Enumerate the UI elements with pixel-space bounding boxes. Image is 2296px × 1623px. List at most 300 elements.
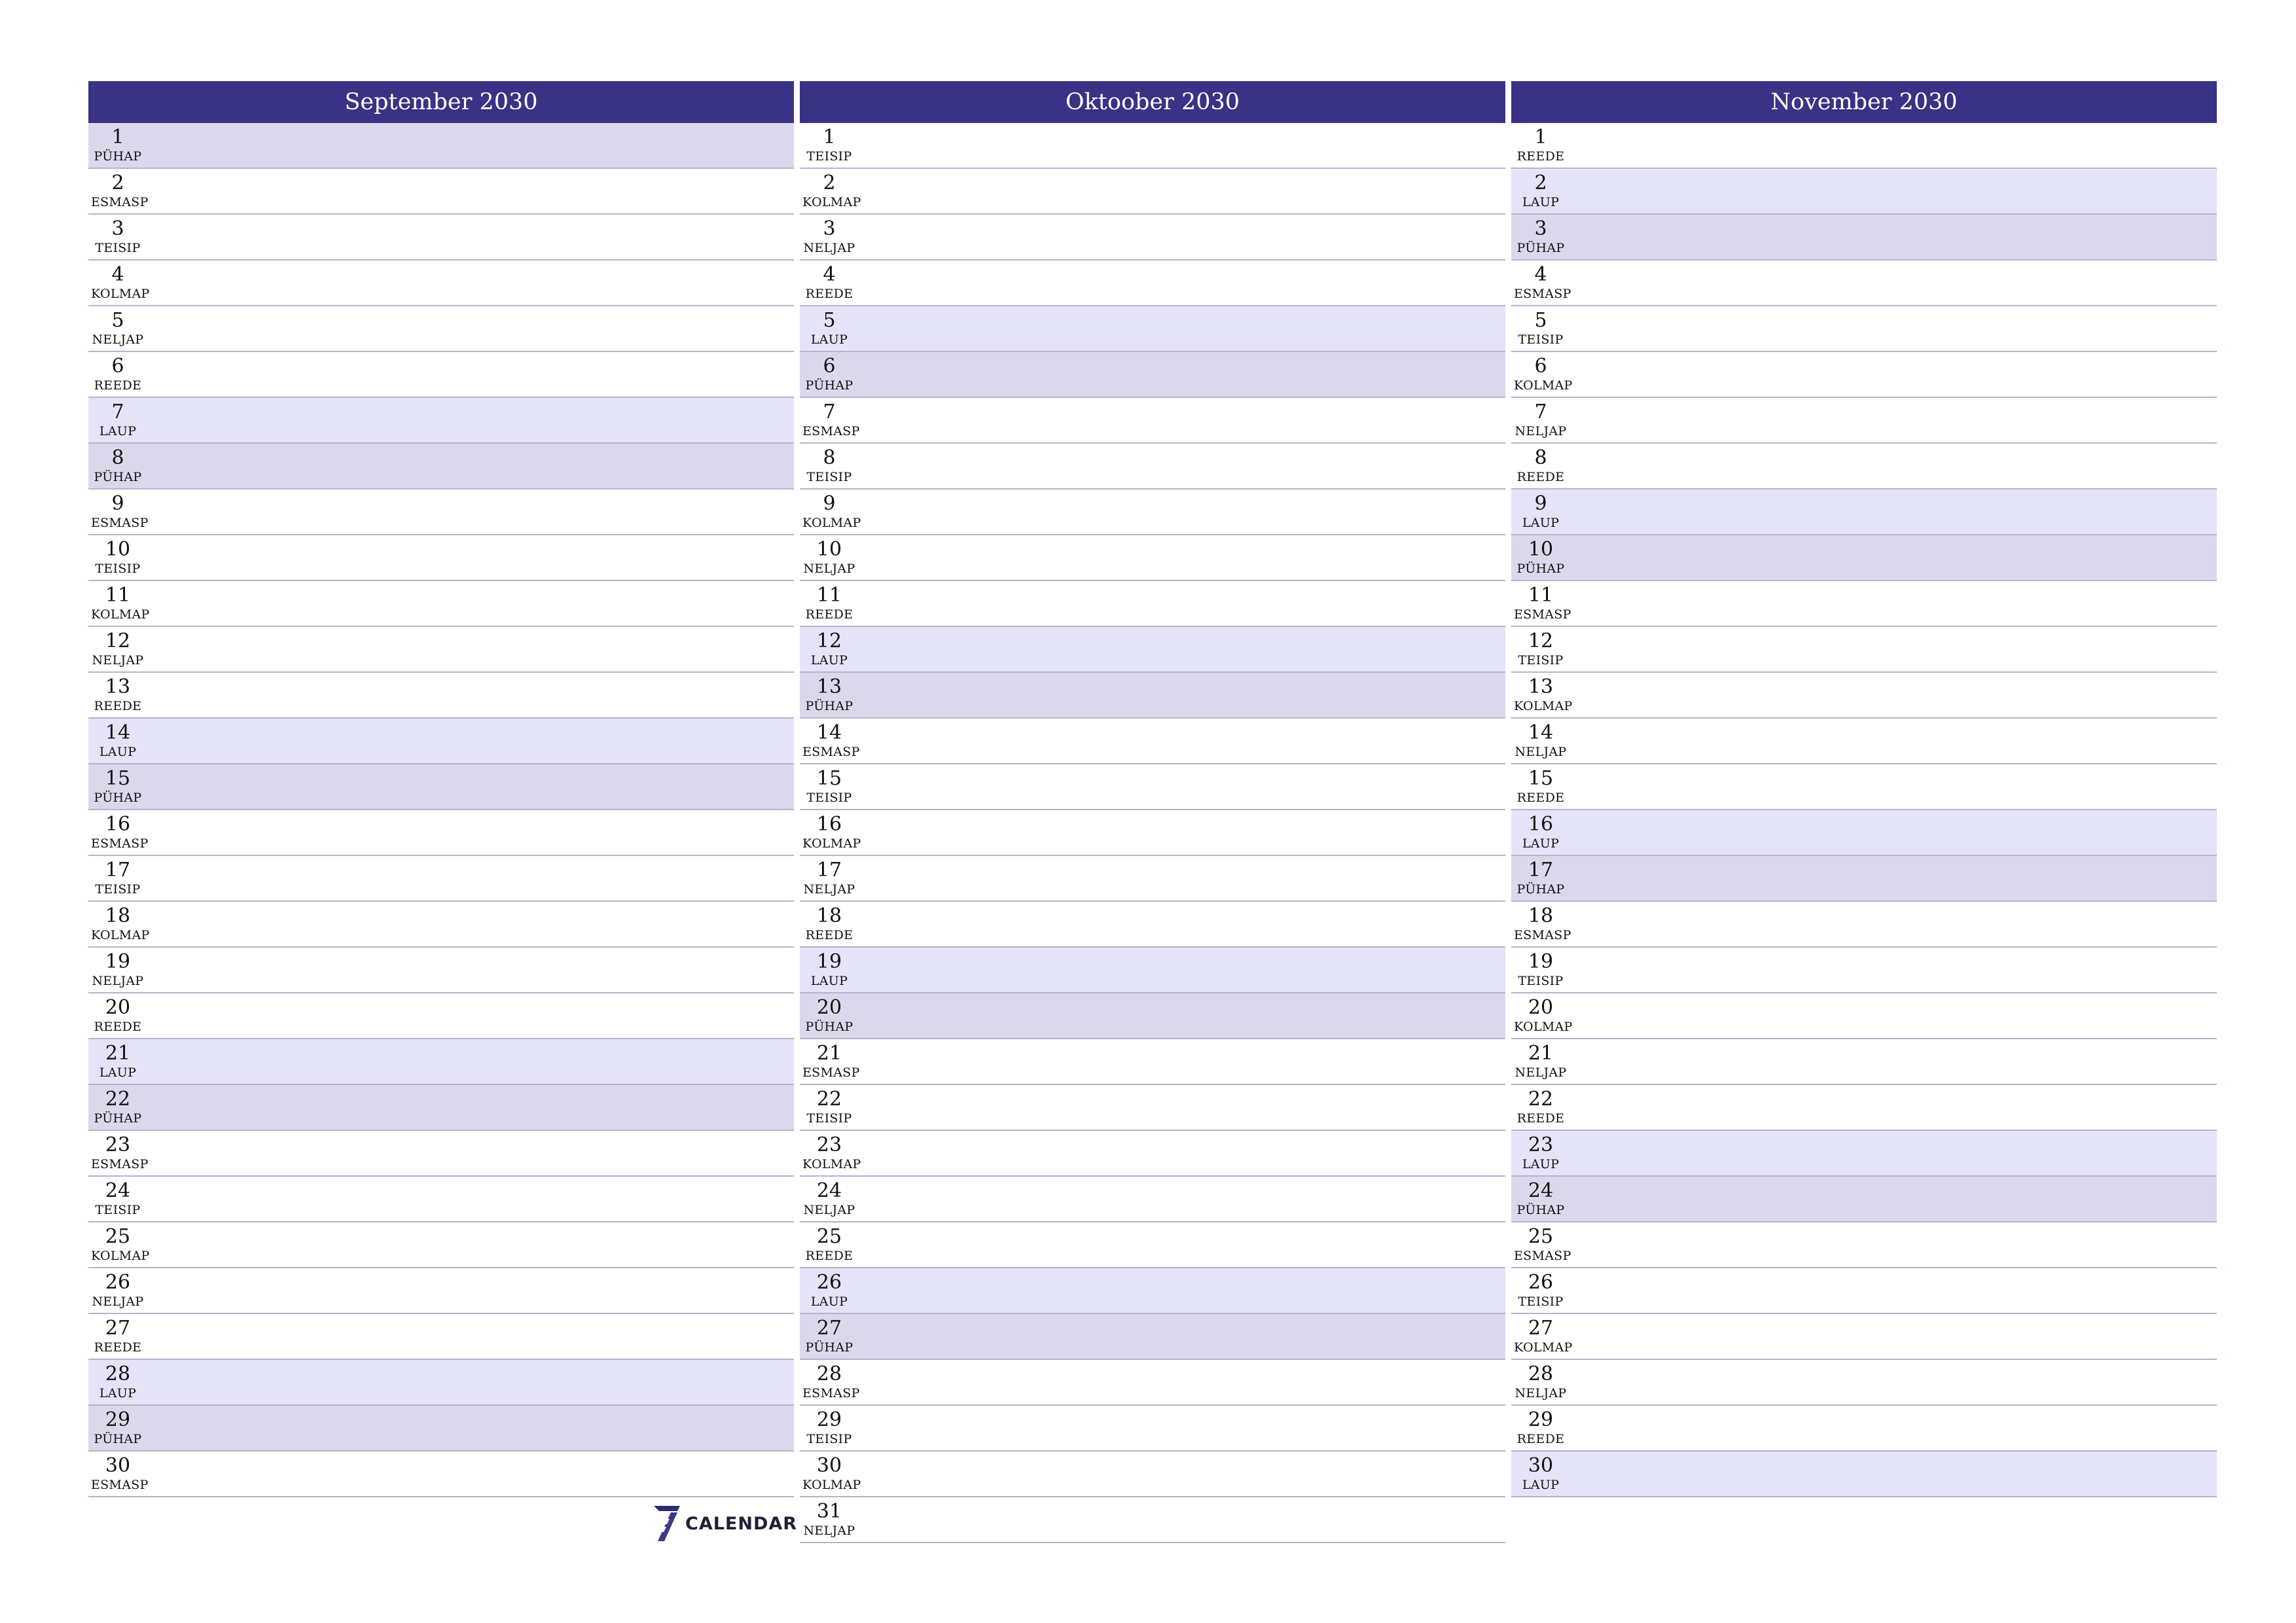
day-number: 14: [816, 721, 842, 744]
day-cell: [1514, 904, 1571, 942]
day-row: [88, 490, 794, 535]
weekday-label: ESMASP: [802, 1065, 860, 1080]
weekday-label: KOLMAP: [802, 516, 861, 530]
day-number: 14: [105, 721, 131, 744]
day-number: 26: [816, 1271, 842, 1294]
day-row: [88, 1268, 794, 1314]
day-cell: [91, 767, 145, 805]
day-number: 6: [111, 355, 124, 378]
day-cell: [1514, 675, 1573, 713]
day-row: [88, 764, 794, 810]
day-cell: [91, 355, 145, 393]
weekday-label: TEISIP: [95, 241, 141, 255]
weekday-label: PÜHAP: [94, 149, 142, 164]
weekday-label: PÜHAP: [805, 378, 853, 393]
day-row: [800, 1268, 1505, 1314]
weekday-label: ESMASP: [91, 516, 149, 530]
day-row: [800, 1406, 1505, 1452]
day-row: [800, 902, 1505, 948]
day-cell: [1514, 492, 1568, 530]
day-cell: [1514, 1133, 1568, 1171]
day-number: 3: [1534, 217, 1547, 240]
weekday-label: PÜHAP: [94, 1432, 142, 1446]
day-number: 21: [105, 1042, 131, 1065]
day-cell: [1514, 355, 1573, 393]
day-number: 1: [823, 126, 836, 149]
day-row: [88, 810, 794, 856]
day-number: 6: [823, 355, 836, 378]
day-cell: [91, 446, 145, 484]
day-number: 26: [105, 1271, 131, 1294]
day-number: 9: [823, 492, 836, 515]
day-row: [1511, 398, 2217, 444]
day-cell: [91, 1133, 149, 1171]
day-row: [88, 535, 794, 581]
day-number: 25: [816, 1225, 842, 1248]
day-cell: [91, 904, 150, 942]
weekday-label: NELJAP: [803, 562, 855, 576]
day-cell: [91, 675, 145, 713]
day-number: 28: [816, 1363, 842, 1385]
weekday-label: TEISIP: [806, 470, 852, 484]
weekday-label: NELJAP: [803, 1524, 855, 1538]
day-cell: [1514, 263, 1571, 301]
weekday-label: TEISIP: [806, 149, 852, 164]
weekday-label: NELJAP: [1515, 1065, 1567, 1080]
weekday-label: NELJAP: [1515, 424, 1567, 438]
weekday-label: LAUP: [99, 745, 137, 759]
month-title: September 2030: [88, 81, 794, 123]
day-number: 25: [105, 1225, 131, 1248]
day-cell: [1514, 813, 1568, 851]
day-number: 28: [1528, 1363, 1554, 1385]
day-cell: [91, 950, 145, 988]
weekday-label: NELJAP: [92, 1294, 144, 1309]
weekday-label: ESMASP: [91, 1157, 149, 1171]
weekday-label: PÜHAP: [805, 1020, 853, 1034]
day-row: [1511, 169, 2217, 215]
day-number: 25: [1528, 1225, 1554, 1248]
day-number: 5: [1534, 309, 1547, 332]
weekday-label: REEDE: [94, 378, 142, 393]
day-number: 7: [1534, 401, 1547, 423]
weekday-label: TEISIP: [1518, 1294, 1564, 1309]
weekday-label: PÜHAP: [1516, 562, 1565, 576]
day-cell: [802, 996, 856, 1034]
day-cell: [1514, 859, 1568, 897]
day-row: [88, 719, 794, 764]
day-cell: [91, 1454, 149, 1492]
day-number: 3: [823, 217, 836, 240]
day-list: [800, 123, 1505, 1543]
weekday-label: NELJAP: [1515, 1386, 1567, 1400]
day-number: 4: [1534, 263, 1547, 286]
day-row: [1511, 123, 2217, 169]
weekday-label: REEDE: [805, 1249, 853, 1263]
weekday-label: LAUP: [1522, 195, 1560, 209]
month-november: [1511, 81, 2217, 1497]
weekday-label: TEISIP: [806, 1432, 852, 1446]
day-cell: [91, 996, 145, 1034]
day-number: 18: [105, 904, 131, 927]
day-row: [88, 1085, 794, 1131]
day-cell: [802, 630, 856, 668]
month-october: [800, 81, 1505, 1543]
day-cell: [91, 1225, 150, 1263]
day-cell: [1514, 1408, 1568, 1446]
day-number: 19: [105, 950, 131, 973]
day-row: [88, 123, 794, 169]
day-number: 29: [1528, 1408, 1554, 1431]
day-cell: [1514, 630, 1568, 668]
day-cell: [802, 126, 856, 164]
day-row: [800, 352, 1505, 398]
weekday-label: TEISIP: [806, 791, 852, 805]
day-cell: [1514, 217, 1568, 255]
day-row: [88, 444, 794, 490]
weekday-label: ESMASP: [802, 424, 860, 438]
day-row: [1511, 1452, 2217, 1497]
weekday-label: NELJAP: [803, 882, 855, 897]
weekday-label: REEDE: [1516, 1432, 1565, 1446]
day-cell: [91, 538, 145, 576]
day-number: 21: [816, 1042, 842, 1065]
day-row: [88, 948, 794, 993]
weekday-label: NELJAP: [803, 241, 855, 255]
day-cell: [802, 1042, 860, 1080]
day-cell: [802, 217, 856, 255]
day-cell: [802, 401, 860, 438]
weekday-label: REEDE: [94, 699, 142, 713]
day-cell: [91, 1363, 145, 1400]
day-cell: [802, 721, 860, 759]
day-number: 16: [1528, 813, 1554, 836]
logo-text: CALENDAR: [685, 1513, 798, 1534]
day-number: 15: [1528, 767, 1554, 790]
weekday-label: ESMASP: [802, 1386, 860, 1400]
day-row: [88, 1406, 794, 1452]
day-number: 2: [823, 171, 836, 194]
weekday-label: TEISIP: [95, 882, 141, 897]
weekday-label: NELJAP: [1515, 745, 1567, 759]
day-number: 13: [105, 675, 131, 698]
day-number: 7: [111, 401, 124, 423]
weekday-label: LAUP: [1522, 836, 1560, 851]
weekday-label: KOLMAP: [91, 287, 150, 301]
day-number: 13: [1528, 675, 1554, 698]
day-number: 8: [111, 446, 124, 469]
weekday-label: KOLMAP: [1514, 1340, 1573, 1355]
day-number: 30: [1528, 1454, 1554, 1477]
day-row: [800, 444, 1505, 490]
calendar-logo: [651, 1504, 797, 1543]
day-number: 23: [1528, 1133, 1554, 1156]
day-row: [800, 1085, 1505, 1131]
day-cell: [91, 309, 145, 347]
day-number: 8: [823, 446, 836, 469]
day-cell: [91, 859, 145, 897]
day-cell: [802, 1225, 856, 1263]
weekday-label: LAUP: [99, 1065, 137, 1080]
day-cell: [91, 1088, 145, 1126]
weekday-label: LAUP: [810, 653, 848, 668]
weekday-label: REEDE: [805, 287, 853, 301]
day-cell: [1514, 1454, 1568, 1492]
weekday-label: PÜHAP: [805, 699, 853, 713]
day-row: [800, 1314, 1505, 1360]
weekday-label: ESMASP: [1514, 607, 1571, 622]
day-row: [800, 1497, 1505, 1543]
day-row: [800, 1452, 1505, 1497]
day-number: 22: [105, 1088, 131, 1111]
day-number: 10: [1528, 538, 1554, 561]
day-row: [1511, 1039, 2217, 1085]
day-number: 23: [816, 1133, 842, 1156]
day-cell: [802, 1454, 861, 1492]
day-row: [800, 810, 1505, 856]
day-number: 19: [816, 950, 842, 973]
day-row: [1511, 352, 2217, 398]
day-number: 14: [1528, 721, 1554, 744]
day-cell: [1514, 1042, 1568, 1080]
day-cell: [1514, 1088, 1568, 1126]
day-cell: [802, 355, 856, 393]
day-row: [1511, 444, 2217, 490]
day-row: [800, 535, 1505, 581]
weekday-label: TEISIP: [95, 562, 141, 576]
day-row: [800, 856, 1505, 902]
day-cell: [91, 492, 149, 530]
day-number: 10: [105, 538, 131, 561]
day-cell: [1514, 1179, 1568, 1217]
day-number: 12: [105, 630, 131, 652]
day-row: [88, 627, 794, 673]
day-number: 4: [111, 263, 124, 286]
day-row: [1511, 1268, 2217, 1314]
day-number: 16: [816, 813, 842, 836]
day-cell: [1514, 950, 1568, 988]
day-row: [1511, 993, 2217, 1039]
day-cell: [91, 1271, 145, 1309]
day-cell: [802, 446, 856, 484]
day-list: [88, 123, 794, 1497]
day-cell: [802, 1317, 856, 1355]
day-number: 15: [105, 767, 131, 790]
weekday-label: PÜHAP: [94, 1111, 142, 1126]
day-cell: [802, 904, 856, 942]
day-number: 20: [1528, 996, 1554, 1019]
day-cell: [91, 263, 150, 301]
day-number: 4: [823, 263, 836, 286]
weekday-label: KOLMAP: [91, 607, 150, 622]
day-cell: [802, 1088, 856, 1126]
day-number: 11: [1528, 584, 1554, 607]
day-row: [800, 1039, 1505, 1085]
day-cell: [91, 630, 145, 668]
weekday-label: TEISIP: [1518, 653, 1564, 668]
day-number: 22: [1528, 1088, 1554, 1111]
day-row: [1511, 856, 2217, 902]
day-row: [800, 215, 1505, 260]
weekday-label: LAUP: [1522, 516, 1560, 530]
day-number: 12: [1528, 630, 1554, 652]
day-row: [800, 398, 1505, 444]
weekday-label: KOLMAP: [1514, 1020, 1573, 1034]
day-cell: [802, 1271, 856, 1309]
weekday-label: PÜHAP: [1516, 1203, 1565, 1217]
day-cell: [91, 584, 150, 622]
weekday-label: PÜHAP: [805, 1340, 853, 1355]
weekday-label: TEISIP: [806, 1111, 852, 1126]
day-row: [1511, 902, 2217, 948]
weekday-label: REEDE: [1516, 149, 1565, 164]
day-row: [800, 260, 1505, 306]
day-row: [1511, 948, 2217, 993]
day-row: [800, 123, 1505, 169]
month-title: November 2030: [1511, 81, 2217, 123]
day-number: 21: [1528, 1042, 1554, 1065]
day-number: 8: [1534, 446, 1547, 469]
day-number: 17: [816, 859, 842, 882]
weekday-label: REEDE: [805, 607, 853, 622]
day-row: [800, 764, 1505, 810]
day-number: 24: [105, 1179, 131, 1202]
day-number: 24: [1528, 1179, 1554, 1202]
day-row: [1511, 1177, 2217, 1222]
weekday-label: ESMASP: [802, 745, 860, 759]
day-row: [88, 1360, 794, 1406]
weekday-label: NELJAP: [92, 653, 144, 668]
weekday-label: ESMASP: [1514, 1249, 1571, 1263]
day-row: [88, 1452, 794, 1497]
weekday-label: REEDE: [1516, 470, 1565, 484]
day-number: 27: [105, 1317, 131, 1340]
day-number: 11: [816, 584, 842, 607]
weekday-label: ESMASP: [91, 836, 149, 851]
day-cell: [91, 1317, 145, 1355]
day-cell: [1514, 1225, 1571, 1263]
day-cell: [802, 767, 856, 805]
day-cell: [802, 1179, 856, 1217]
day-cell: [1514, 1363, 1568, 1400]
day-number: 9: [1534, 492, 1547, 515]
weekday-label: PÜHAP: [94, 470, 142, 484]
day-row: [1511, 260, 2217, 306]
day-cell: [91, 813, 149, 851]
day-row: [1511, 1222, 2217, 1268]
weekday-label: KOLMAP: [1514, 699, 1573, 713]
weekday-label: KOLMAP: [91, 928, 150, 942]
weekday-label: LAUP: [1522, 1157, 1560, 1171]
day-number: 1: [1534, 126, 1547, 149]
day-cell: [91, 721, 145, 759]
weekday-label: NELJAP: [92, 974, 144, 988]
day-number: 19: [1528, 950, 1554, 973]
day-cell: [91, 126, 145, 164]
day-row: [800, 581, 1505, 627]
day-row: [88, 581, 794, 627]
weekday-label: ESMASP: [1514, 287, 1571, 301]
weekday-label: KOLMAP: [802, 836, 861, 851]
day-cell: [802, 859, 856, 897]
day-number: 24: [816, 1179, 842, 1202]
day-cell: [802, 950, 856, 988]
day-cell: [802, 538, 856, 576]
day-number: 22: [816, 1088, 842, 1111]
weekday-label: KOLMAP: [802, 1478, 861, 1492]
day-cell: [91, 401, 145, 438]
day-row: [800, 1131, 1505, 1177]
day-row: [88, 260, 794, 306]
day-row: [88, 306, 794, 352]
weekday-label: REEDE: [94, 1340, 142, 1355]
weekday-label: NELJAP: [803, 1203, 855, 1217]
day-row: [1511, 1085, 2217, 1131]
weekday-label: KOLMAP: [1514, 378, 1573, 393]
day-number: 30: [816, 1454, 842, 1477]
weekday-label: TEISIP: [95, 1203, 141, 1217]
day-row: [88, 993, 794, 1039]
day-cell: [91, 171, 149, 209]
day-cell: [802, 813, 861, 851]
day-number: 30: [105, 1454, 131, 1477]
day-number: 6: [1534, 355, 1547, 378]
day-row: [800, 1222, 1505, 1268]
day-cell: [802, 171, 861, 209]
day-cell: [1514, 767, 1568, 805]
day-number: 27: [816, 1317, 842, 1340]
day-cell: [1514, 126, 1568, 164]
day-number: 5: [823, 309, 836, 332]
weekday-label: LAUP: [99, 424, 137, 438]
day-number: 20: [105, 996, 131, 1019]
day-row: [88, 1177, 794, 1222]
day-row: [88, 673, 794, 719]
day-cell: [802, 309, 856, 347]
weekday-label: LAUP: [810, 332, 848, 347]
day-cell: [1514, 721, 1568, 759]
day-cell: [1514, 309, 1568, 347]
day-cell: [802, 1408, 856, 1446]
weekday-label: PÜHAP: [94, 791, 142, 805]
day-number: 29: [816, 1408, 842, 1431]
weekday-label: NELJAP: [92, 332, 144, 347]
weekday-label: ESMASP: [1514, 928, 1571, 942]
day-row: [800, 1177, 1505, 1222]
weekday-label: TEISIP: [1518, 332, 1564, 347]
day-cell: [802, 1500, 856, 1538]
day-cell: [91, 1408, 145, 1446]
day-row: [88, 169, 794, 215]
day-number: 11: [105, 584, 131, 607]
day-cell: [1514, 996, 1573, 1034]
day-row: [800, 169, 1505, 215]
day-cell: [91, 1179, 145, 1217]
day-row: [1511, 535, 2217, 581]
day-cell: [802, 1133, 861, 1171]
day-number: 2: [111, 171, 124, 194]
day-cell: [802, 675, 856, 713]
day-number: 28: [105, 1363, 131, 1385]
day-number: 15: [816, 767, 842, 790]
day-cell: [1514, 171, 1568, 209]
day-row: [800, 948, 1505, 993]
day-cell: [1514, 538, 1568, 576]
day-row: [88, 352, 794, 398]
day-row: [1511, 215, 2217, 260]
day-cell: [1514, 1317, 1573, 1355]
day-list: [1511, 123, 2217, 1497]
